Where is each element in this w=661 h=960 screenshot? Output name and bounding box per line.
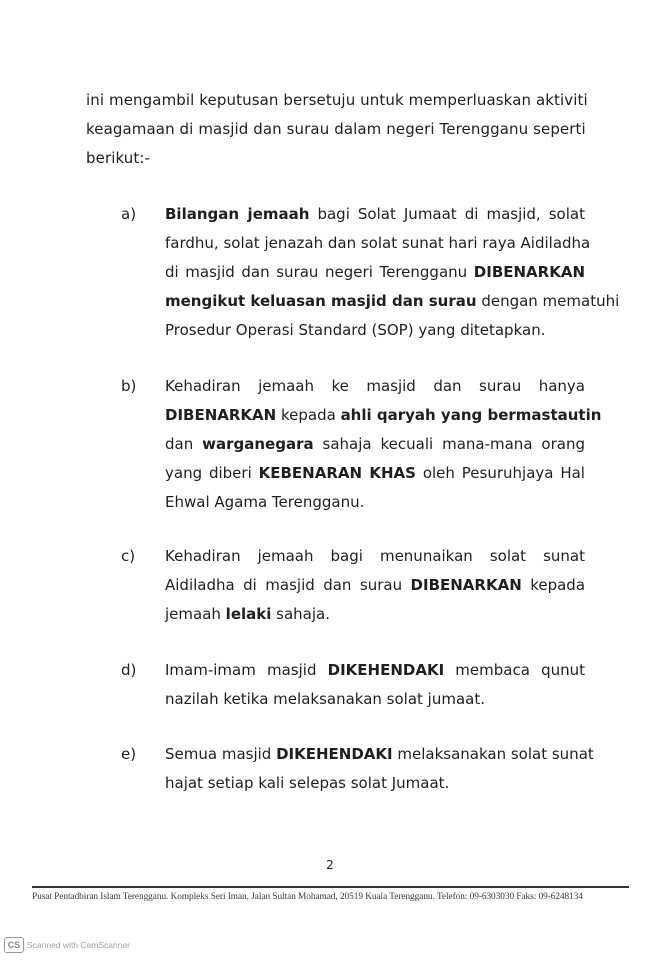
camscanner-logo: CS <box>4 937 24 953</box>
bold-text: DIBENARKAN <box>165 406 277 424</box>
list-item-text <box>165 740 594 798</box>
list-item-label: d) <box>121 661 137 679</box>
bold-text: warganegara <box>202 435 314 453</box>
list-item-text <box>165 200 620 345</box>
intro-line: keagamaan di masjid dan surau dalam negeri Terengganu seperti <box>86 120 586 138</box>
text-line: Kehadiran jemaah bagi menunaikan solat sunat <box>165 547 585 565</box>
bold-text: ahli qaryah yang bermastautin <box>340 406 602 424</box>
bold-text: mengikut keluasan masjid dan surau <box>165 292 477 310</box>
list-item-label: c) <box>121 547 136 565</box>
text-line: hajat setiap kali selepas solat Jumaat. <box>165 774 450 792</box>
text-line: Bilangan jemaah bagi Solat Jumaat di masjid, solat <box>165 205 585 223</box>
text-line: dan warganegara sahaja kecuali mana-mana orang <box>165 435 585 453</box>
footer-address: Pusat Pentadbiran Islam Terengganu. Kompleks Seri Iman, Jalan Sultan Mohamad, 20519 Kuala Terengganu. Telefon: 09-6303030 Faks: 09-6248134 <box>32 892 583 902</box>
bold-text: KEBENARAN KHAS <box>258 464 416 482</box>
bold-text: lelaki <box>225 605 272 623</box>
text-line: di masjid dan surau negeri Terengganu DIBENARKAN <box>165 263 585 281</box>
text-line: Kehadiran jemaah ke masjid dan surau hanya <box>165 377 585 395</box>
list-item-text <box>165 542 585 629</box>
text-line: DIBENARKAN kepada ahli qaryah yang bermastautin <box>165 406 602 424</box>
intro-line: berikut:- <box>86 149 151 167</box>
text-line: fardhu, solat jenazah dan solat sunat hari raya Aidiladha <box>165 234 591 252</box>
list-item-text <box>165 372 602 517</box>
text-line: Aidiladha di masjid dan surau DIBENARKAN kepada <box>165 576 586 594</box>
text-line: Imam-imam masjid DIKEHENDAKI membaca qunut <box>165 661 585 679</box>
text-line: Prosedur Operasi Standard (SOP) yang ditetapkan. <box>165 321 546 339</box>
text-line: yang diberi KEBENARAN KHAS oleh Pesuruhjaya Hal <box>165 464 585 482</box>
bold-text: DIKEHENDAKI <box>276 745 393 763</box>
bold-text: DIBENARKAN <box>410 576 522 594</box>
intro-paragraph <box>86 86 586 173</box>
bold-text: Bilangan jemaah <box>165 205 310 223</box>
intro-line: ini mengambil keputusan bersetuju untuk memperluaskan aktiviti <box>86 91 588 109</box>
text-line: jemaah lelaki sahaja. <box>165 605 330 623</box>
list-item-label: b) <box>121 377 137 395</box>
list-item-text <box>165 656 585 714</box>
list-item-label: e) <box>121 745 137 763</box>
bold-text: DIKEHENDAKI <box>327 661 445 679</box>
list-item-label: a) <box>121 205 137 223</box>
text-line: Semua masjid DIKEHENDAKI melaksanakan solat sunat <box>165 745 594 763</box>
text-line: nazilah ketika melaksanakan solat jumaat. <box>165 690 485 708</box>
camscanner-watermark: Scanned with CamScanner <box>27 940 131 950</box>
text-line: Ehwal Agama Terengganu. <box>165 493 365 511</box>
text-line: mengikut keluasan masjid dan surau dengan mematuhi <box>165 292 620 310</box>
footer-divider <box>32 886 629 888</box>
bold-text: DIBENARKAN <box>473 263 585 281</box>
page-number: 2 <box>326 858 334 872</box>
